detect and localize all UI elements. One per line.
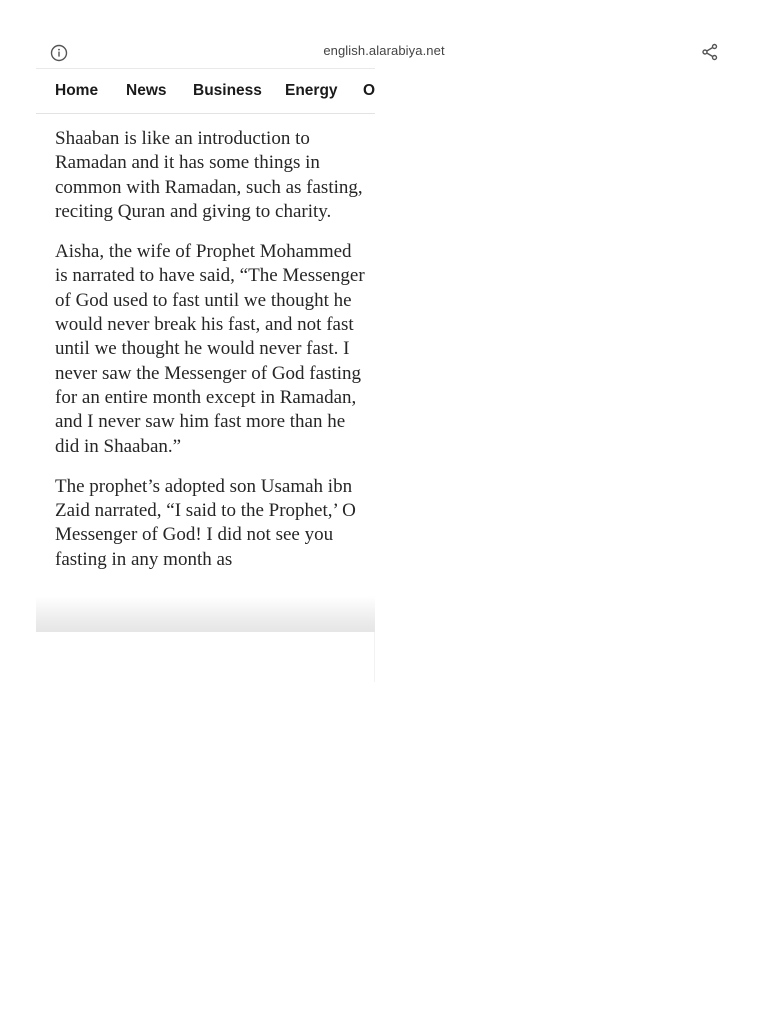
- divider: [374, 632, 375, 682]
- site-nav: [36, 69, 375, 114]
- article-paragraph: Shaaban is like an introduction to Ramadan and it has some things in common with Ramadan, such as fasting, reciting Quran and giving to charity.: [55, 128, 363, 222]
- share-icon[interactable]: [700, 42, 720, 62]
- article-paragraph: Aisha, the wife of Prophet Mohammed is narrated to have said, “The Messenger of God used to fast until we thought he would never break his fast, and not fast until we thought he would never fast. I never saw the Messenger of God fasting for an entire month except in Ramadan, and I never saw him fast more than he did in Shaaban.”: [55, 241, 365, 457]
- article-paragraph: The prophet’s adopted son Usamah ibn Zaid narrated, “I said to the Prophet,’ O Messenger of God! I did not see you fasting in any month as: [55, 475, 356, 570]
- scroll-fade: [36, 596, 375, 632]
- nav-item-business[interactable]: Business: [193, 82, 262, 99]
- nav-item-news[interactable]: News: [126, 82, 167, 99]
- nav-item-home[interactable]: Home: [55, 82, 99, 99]
- article-body: [55, 127, 365, 588]
- nav-item-energy[interactable]: Energy: [285, 82, 338, 99]
- browser-toolbar: [0, 0, 768, 70]
- nav-item-overflow[interactable]: O: [363, 82, 375, 99]
- url-text[interactable]: english.alarabiya.net: [323, 43, 445, 58]
- page-preview: [36, 68, 375, 632]
